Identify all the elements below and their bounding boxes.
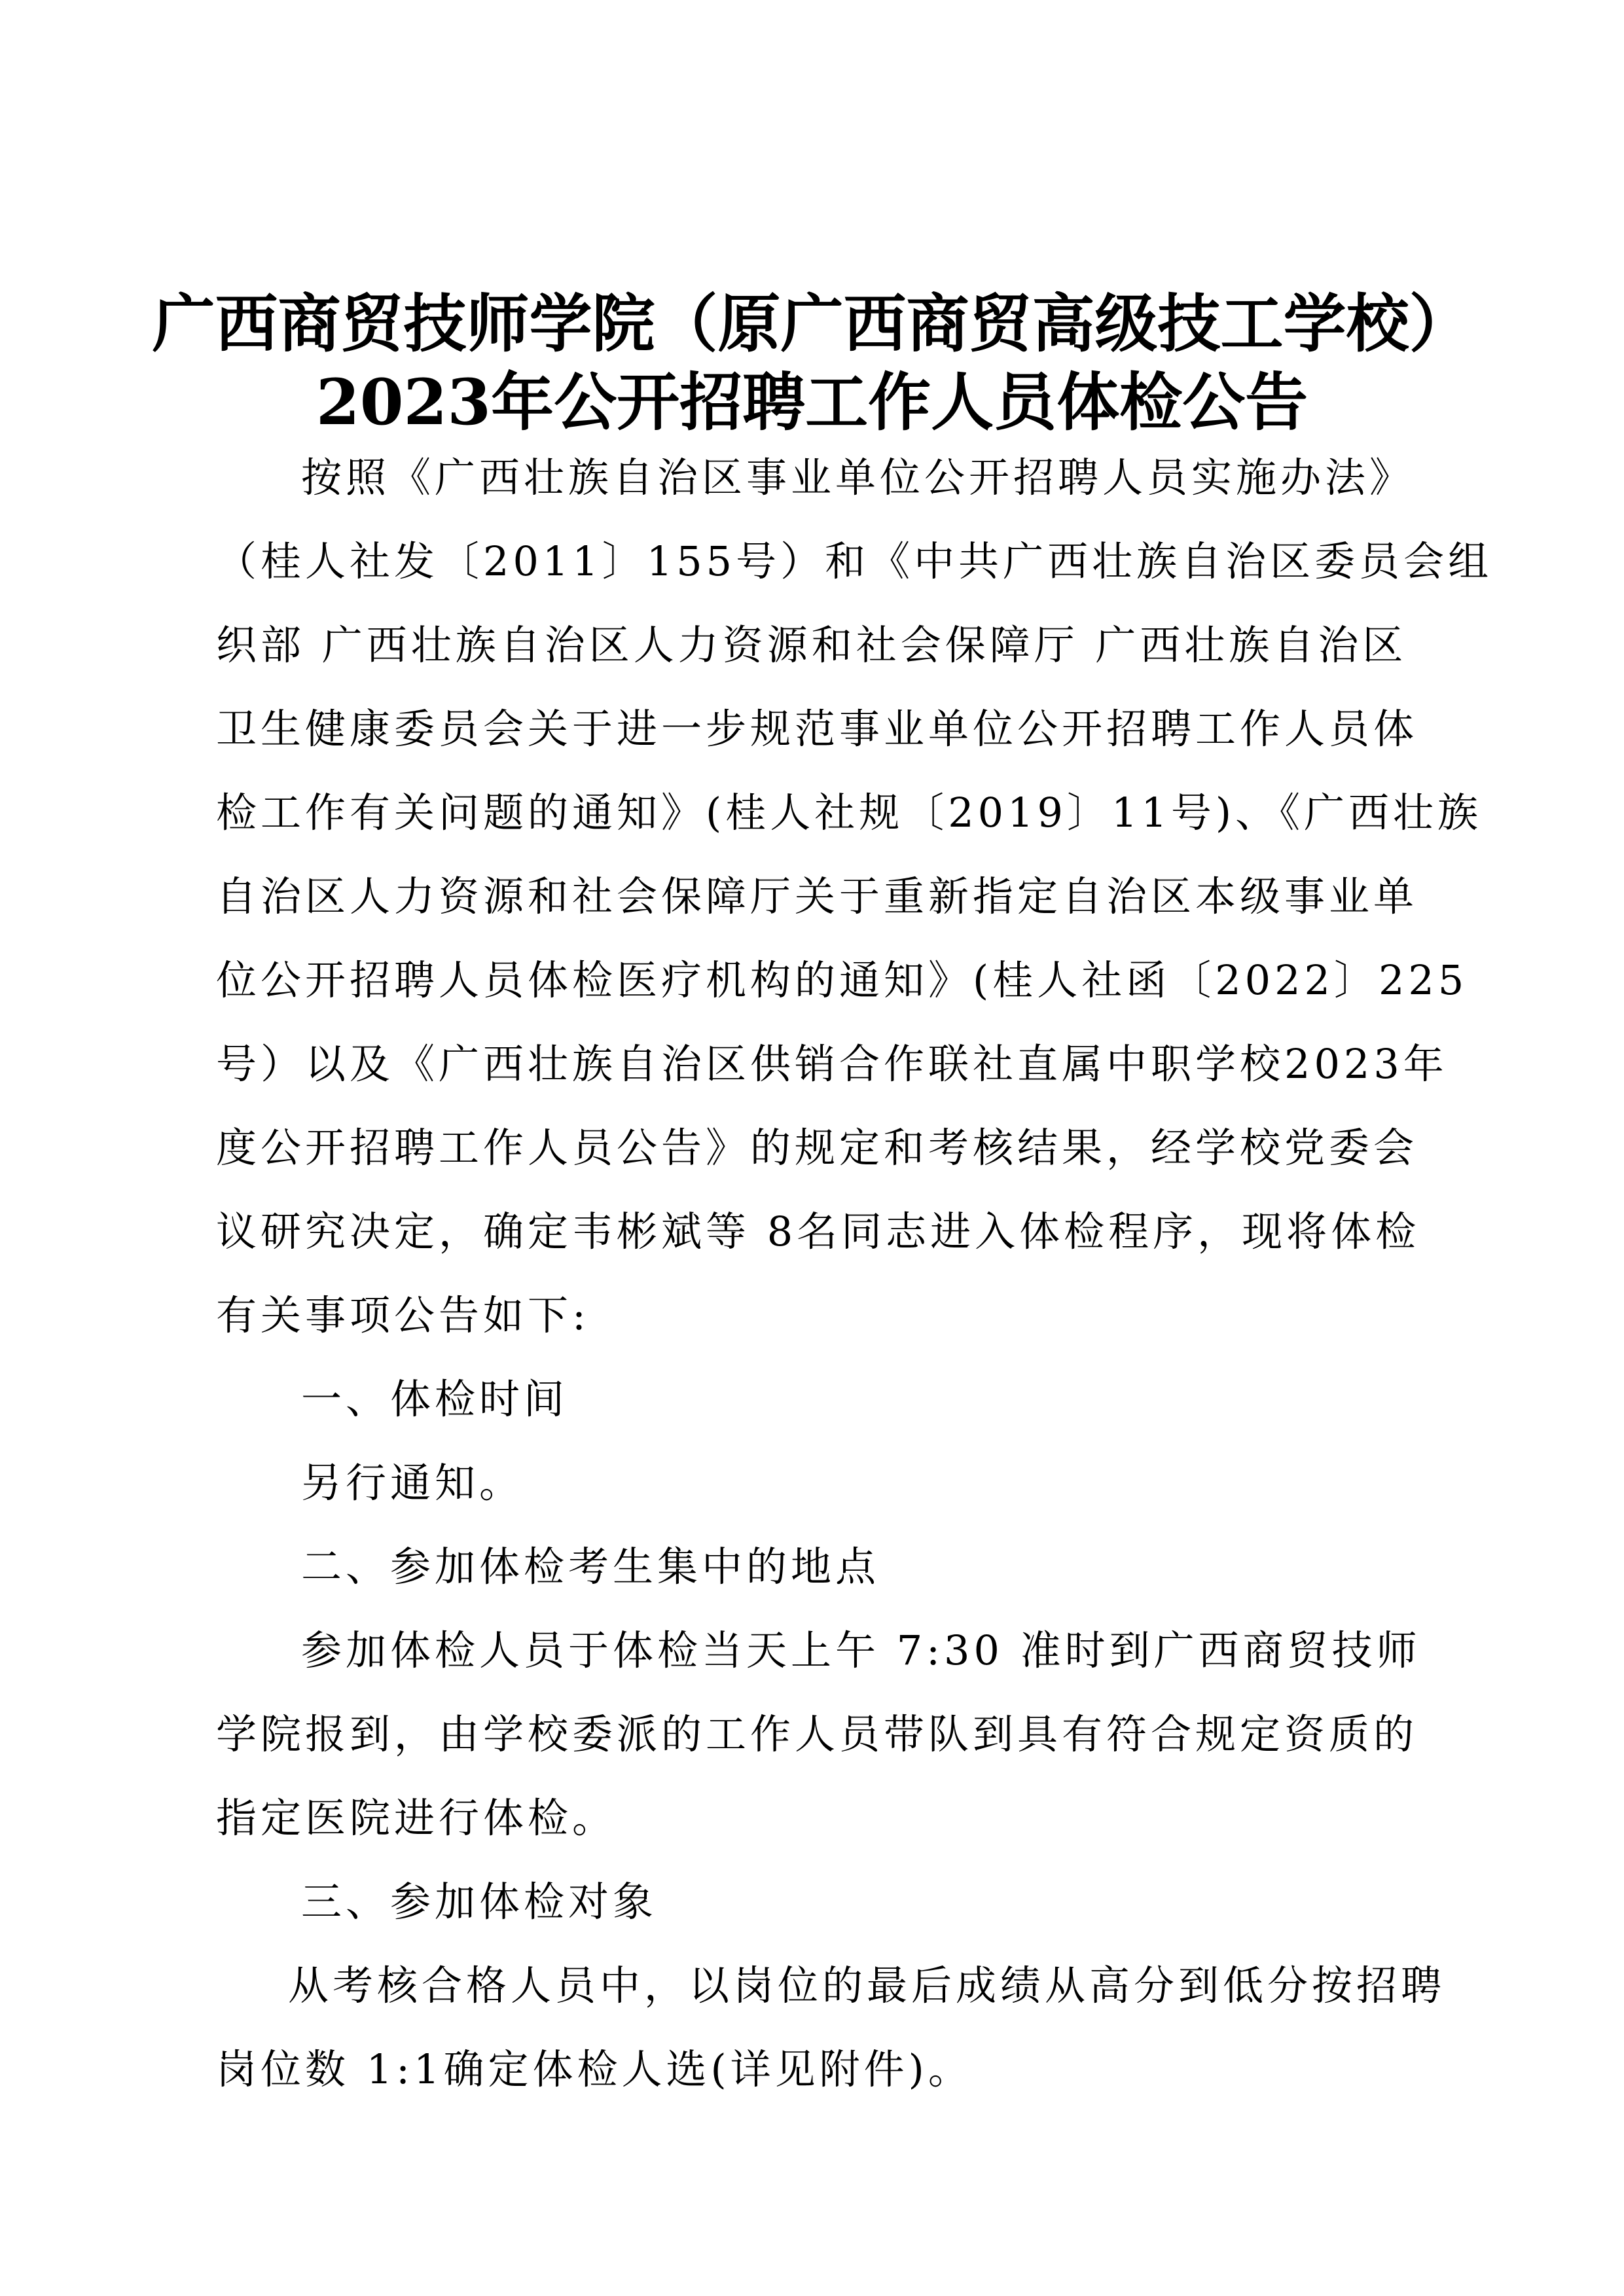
intro-line-4: 卫生健康委员会关于进一步规范事业单位公开招聘工作人员体	[216, 705, 1418, 753]
notice-title-line-2: 2023年公开招聘工作人员体检公告	[316, 365, 1308, 439]
intro-line-7: 位公开招聘人员体检医疗机构的通知》(桂人社函〔2022〕225	[216, 956, 1468, 1004]
intro-line-5: 检工作有关问题的通知》(桂人社规〔2019〕11号)、《广西壮族	[216, 789, 1483, 836]
intro-line-1: 按照《广西壮族自治区事业单位公开招聘人员实施办法》	[301, 454, 1415, 501]
intro-line-3: 织部 广西壮族自治区人力资源和社会保障厅 广西壮族自治区	[216, 621, 1407, 669]
section-3-line-2: 岗位数 1:1确定体检人选(详见附件)。	[216, 2045, 973, 2093]
intro-line-6: 自治区人力资源和社会保障厅关于重新指定自治区本级事业单	[216, 872, 1418, 920]
intro-line-9: 度公开招聘工作人员公告》的规定和考核结果，经学校党委会	[216, 1124, 1418, 1172]
section-1-body: 另行通知。	[301, 1459, 524, 1507]
section-2-heading: 二、参加体检考生集中的地点	[301, 1543, 880, 1590]
intro-line-10: 议研究决定，确定韦彬斌等 8名同志进入体检程序，现将体检	[216, 1208, 1420, 1255]
intro-line-8: 号）以及《广西壮族自治区供销合作联社直属中职学校2023年	[216, 1040, 1448, 1088]
section-2-line-3: 指定医院进行体检。	[216, 1794, 617, 1842]
section-1-heading: 一、体检时间	[301, 1375, 569, 1423]
section-2-line-1: 参加体检人员于体检当天上午 7:30 准时到广西商贸技师	[301, 1626, 1421, 1674]
intro-line-2: （桂人社发〔2011〕155号）和《中共广西壮族自治区委员会组	[216, 537, 1493, 585]
notice-title-line-1: 广西商贸技师学院（原广西商贸高级技工学校）	[152, 287, 1472, 361]
section-2-line-2: 学院报到，由学校委派的工作人员带队到具有符合规定资质的	[216, 1710, 1418, 1758]
section-3-line-1: 从考核合格人员中，以岗位的最后成绩从高分到低分按招聘	[288, 1962, 1446, 2009]
intro-line-11: 有关事项公告如下:	[216, 1291, 590, 1339]
section-3-heading: 三、参加体检对象	[301, 1878, 658, 1926]
